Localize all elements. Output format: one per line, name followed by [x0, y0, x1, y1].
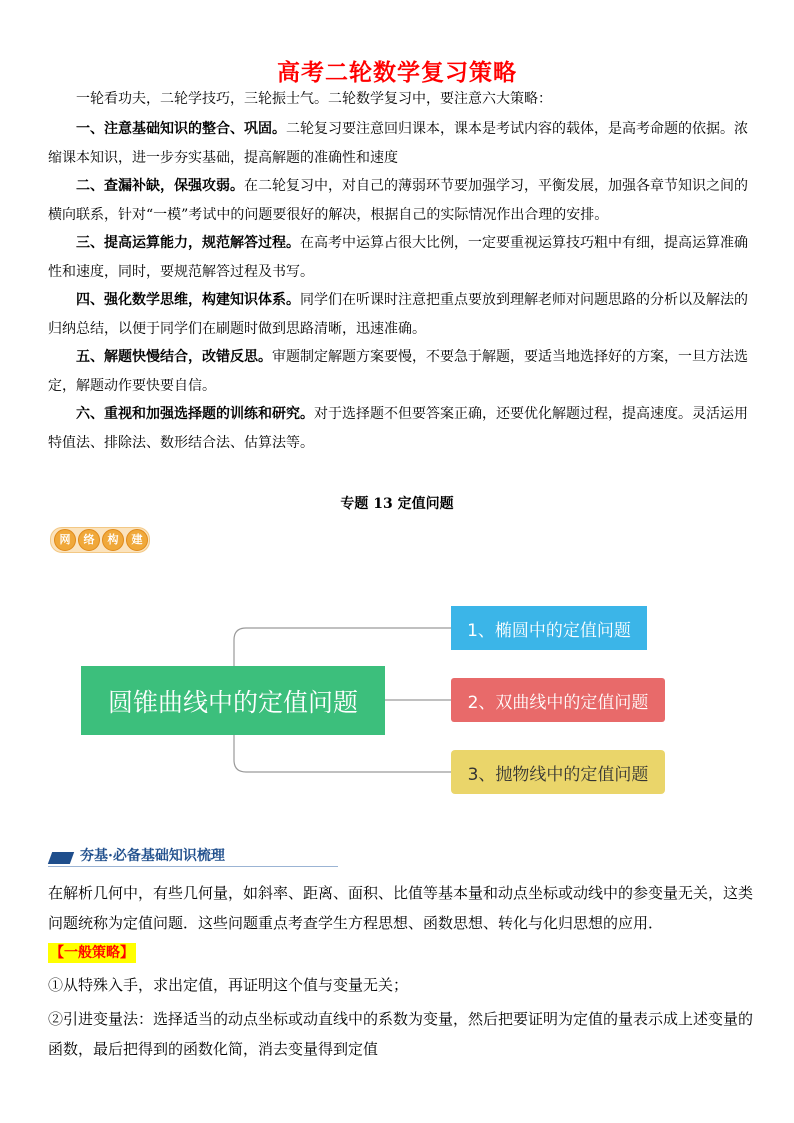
page-title: 高考二轮数学复习策略 [277, 60, 517, 86]
method-1: ①从特殊入手，求出定值，再证明这个值与变量无关； [48, 976, 409, 994]
topic-title: 专题 13 定值问题 [340, 496, 454, 512]
section-divider [48, 866, 338, 867]
connector-top [234, 628, 451, 666]
strategy-2 [48, 172, 750, 229]
network-badge [50, 527, 150, 553]
strategy-text: 审题制定解题方案要慢，不要急于解题，要适当地选择好的方案，一旦方法选定，解题动作要快要自信。 [48, 349, 748, 394]
badge-char: 构 [102, 529, 124, 551]
badge-char: 网 [54, 529, 76, 551]
strategy-text: 同学们在听课时注意把重点要放到理解老师对问题思路的分析以及解法的归纳总结，以便于同学们在刷题时做到思路清晰，迅速准确。 [48, 292, 748, 337]
strategy-heading: 六、重视和加强选择题的训练和研究。 [76, 406, 314, 422]
badge-char: 络 [78, 529, 100, 551]
strategy-5 [48, 343, 750, 400]
mindmap-root: 圆锥曲线中的定值问题 [81, 666, 385, 735]
badge-char: 建 [126, 529, 148, 551]
strategy-heading: 二、查漏补缺，保强攻弱。 [76, 178, 244, 194]
section-header [48, 844, 340, 868]
strategy-heading: 四、强化数学思维，构建知识体系。 [76, 292, 300, 308]
strategy-1 [48, 115, 750, 172]
strategy-4 [48, 286, 750, 343]
mindmap-branch-parabola: 3、抛物线中的定值问题 [451, 750, 665, 794]
strategy-heading: 一、注意基础知识的整合、巩固。 [76, 121, 286, 137]
strategy-heading: 三、提高运算能力，规范解答过程。 [76, 235, 300, 251]
strategy-heading: 五、解题快慢结合，改错反思。 [76, 349, 272, 365]
method-2: ②引进变量法：选择适当的动点坐标或动直线中的系数为变量，然后把要证明为定值的量表示成上述变量的函数，最后把得到的函数化简，消去变量得到定值 [48, 1010, 754, 1058]
strategy-tag: 【一般策略】 [50, 945, 134, 961]
section-title: 夯基·必备基础知识梳理 [80, 848, 225, 864]
definition-text: 在解析几何中，有些几何量，如斜率、距离、面积、比值等基本量和动点坐标或动线中的参变量无关，这类问题统称为定值问题．这些问题重点考查学生方程思想、函数思想、转化与化归思想的应用． [48, 884, 754, 932]
strategy-text: 在高考中运算占很大比例，一定要重视运算技巧粗中有细，提高运算准确性和速度，同时，要规范解答过程及书写。 [48, 235, 748, 280]
strategy-text: 对于选择题不但要答案正确，还要优化解题过程，提高速度。灵活运用特值法、排除法、数形结合法、估算法等。 [48, 406, 748, 451]
strategy-text: 二轮复习要注意回归课本，课本是考试内容的载体，是高考命题的依据。浓缩课本知识，进一步夯实基础，提高解题的准确性和速度 [48, 121, 748, 166]
mindmap [78, 596, 698, 816]
strategy-text: 在二轮复习中，对自己的薄弱环节要加强学习，平衡发展，加强各章节知识之间的横向联系，针对“一模”考试中的问题要很好的解决，根据自己的实际情况作出合理的安排。 [48, 178, 748, 223]
section-marker-icon [48, 852, 74, 864]
intro-text: 一轮看功夫，二轮学技巧，三轮振士气。二轮数学复习中，要注意六大策略： [76, 91, 552, 107]
mindmap-branch-ellipse: 1、椭圆中的定值问题 [451, 606, 647, 650]
strategy-3 [48, 229, 750, 286]
mindmap-branch-hyperbola: 2、双曲线中的定值问题 [451, 678, 665, 722]
strategy-6 [48, 400, 750, 457]
connector-bottom [234, 735, 451, 772]
